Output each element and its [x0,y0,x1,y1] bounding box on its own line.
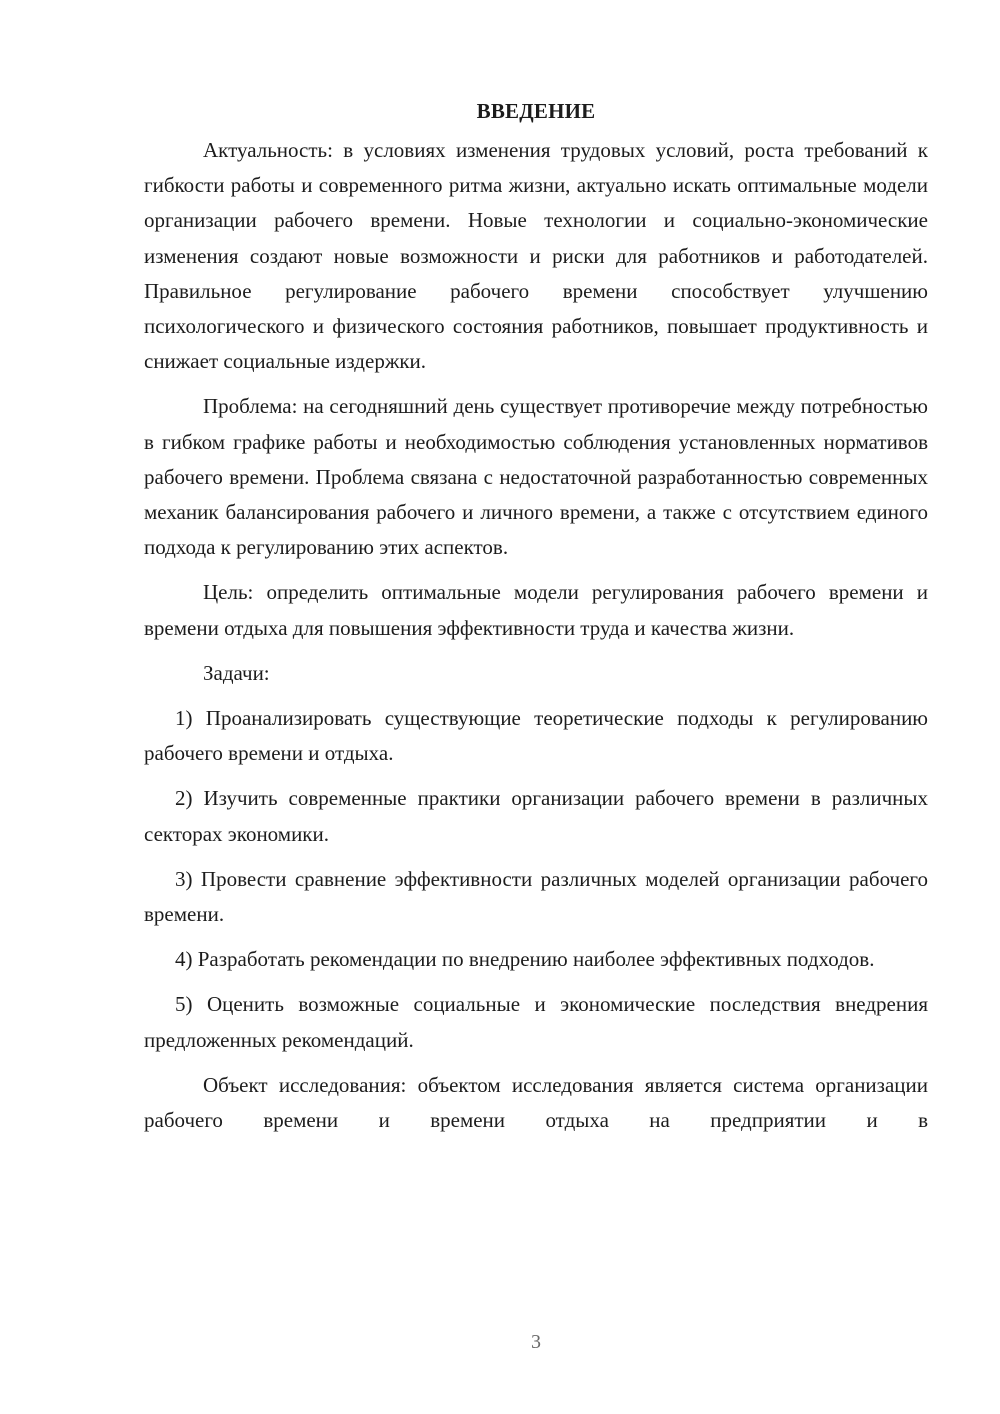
page-number: 3 [531,1331,541,1353]
task-item-5: 5) Оценить возможные социальные и экономические последствия внедрения предложенных рекомендаций. [144,992,928,1052]
paragraph-object: Объект исследования: объектом исследования является система организации рабочего времени и времени отдыха на предприятии и в [144,1072,928,1133]
document-page [144,94,928,1138]
task-item-1: 1) Проанализировать существующие теоретические подходы к регулированию рабочего времени и отдыха. [144,706,928,766]
section-title: ВВЕДЕНИЕ [476,99,596,123]
tasks-heading: Задачи: [203,660,270,685]
paragraph-problem: Проблема: на сегодняшний день существует противоречие между потребностью в гибком графике работы и необходимостью соблюдения установленных нормативов рабочего времени. Проблема связана с недостаточной разработанностью современных механик балансирования рабочего и личного времени, а также с отсутствием единого подхода к регулированию этих аспектов. [144,394,928,560]
task-item-4: 4) Разработать рекомендации по внедрению наиболее эффективных подходов. [175,947,875,972]
paragraph-goal: Цель: определить оптимальные модели регулирования рабочего времени и времени отдыха для повышения эффективности труда и качества жизни. [144,580,928,640]
paragraph-relevance: Актуальность: в условиях изменения трудовых условий, роста требований к гибкости работы и современного ритма жизни, актуально искать оптимальные модели организации рабочего времени. Новые технологии и социально-экономические изменения создают новые возможности и риски для работников и работодателей. Правильное регулирование рабочего времени способствует улучшению психологического и физического состояния работников, повышает продуктивность и снижает социальные издержки. [144,138,928,374]
task-item-2: 2) Изучить современные практики организации рабочего времени в различных секторах экономики. [144,786,928,846]
task-item-3: 3) Провести сравнение эффективности различных моделей организации рабочего времени. [144,866,928,927]
